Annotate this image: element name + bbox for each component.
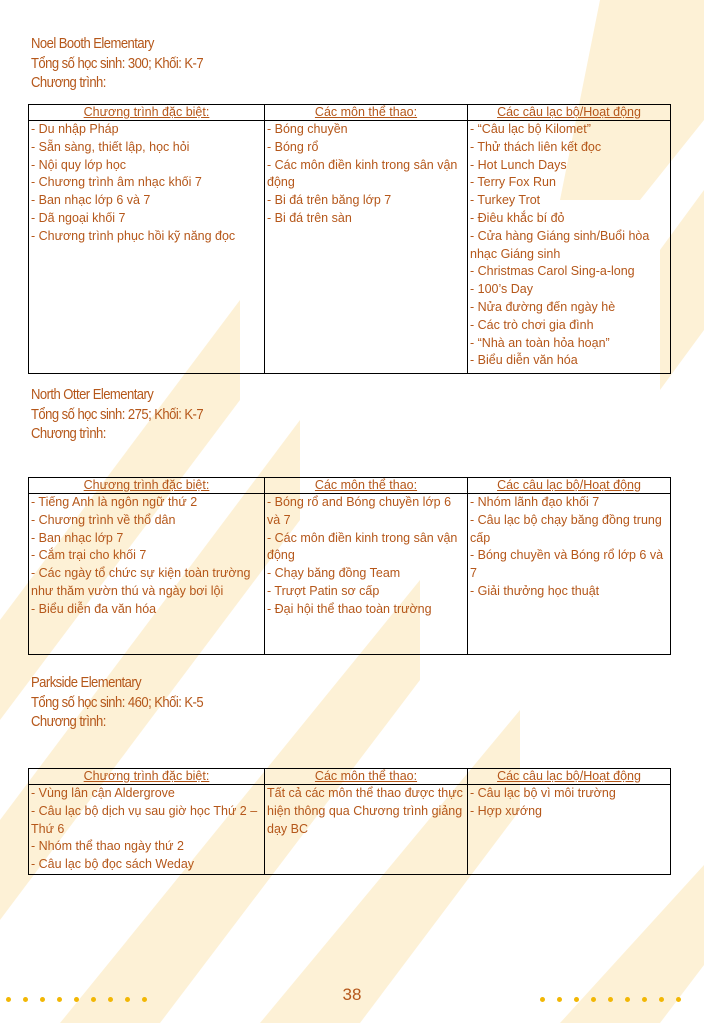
program-label: Chương trình: [31,426,106,442]
school-name: Noel Booth Elementary [31,36,154,52]
list-item: - Sẵn sàng, thiết lập, học hỏi [31,139,190,154]
school-enrollment: Tổng số học sinh: 460; Khối: K-5 [31,694,204,711]
list-item: - Biểu diễn đa văn hóa [31,601,157,616]
clubs-cell [468,785,671,875]
list-item: - Christmas Carol Sing-a-long [470,264,635,279]
list-item: - Chương trình về thổ dân [31,512,176,527]
list-item: - Các môn điền kinh trong sân vận động [267,157,458,190]
program-label: Chương trình: [31,714,106,730]
list-item: - Cửa hàng Giáng sinh/Buổi hòa nhạc Giáng sinh [470,228,650,261]
clubs-cell [468,121,671,374]
school-header-parkside [31,674,222,733]
list-item: - Bóng rổ and Bóng chuyền lớp 6 và 7 [267,495,452,527]
list-item: - Nhóm lãnh đạo khối 7 [470,495,600,509]
header-special-programs: Chương trình đặc biệt: [29,105,265,121]
clubs-cell [468,494,671,655]
header-clubs: Các câu lạc bộ/Hoạt động [468,769,671,785]
list-item: - Thử thách liên kết đọc [470,139,602,154]
header-special-programs: Chương trình đặc biệt: [29,769,265,785]
program-table-north-otter [28,477,671,655]
list-item: - Dã ngoại khối 7 [31,210,126,225]
header-sports: Các môn thể thao: [265,769,468,785]
list-item: - Nhóm thể thao ngày thứ 2 [31,839,184,854]
special-programs-cell [29,494,265,655]
list-item: - Nội quy lớp học [31,157,127,172]
list-item: - Câu lạc bộ chạy băng đồng trung cấp [470,512,662,545]
list-item: - Giải thưởng học thuật [470,583,600,598]
sports-cell [265,121,468,374]
header-sports: Các môn thể thao: [265,478,468,494]
list-item: - “Nhà an toàn hỏa hoạn” [470,335,610,350]
header-special-programs: Chương trình đặc biệt: [29,478,265,494]
special-programs-cell [29,785,265,875]
list-item: - Các trò chơi gia đình [470,317,594,332]
list-item: - Nửa đường đến ngày hè [470,299,616,314]
list-item: - Hợp xướng [470,803,543,818]
list-item: - Ban nhạc lớp 7 [31,530,124,545]
list-item: - Cắm trại cho khối 7 [31,548,147,563]
list-item: - Trượt Patin sơ cấp [267,583,380,598]
program-label: Chương trình: [31,75,106,91]
list-item: - Tiếng Anh là ngôn ngữ thứ 2 [31,495,198,509]
page-number: 38 [342,985,362,1004]
list-item: - Terry Fox Run [470,175,556,190]
list-item: - Chương trình phục hồi kỹ năng đọc [31,228,236,243]
school-header-noel-booth [31,35,222,94]
school-name: Parkside Elementary [31,675,142,691]
list-item: - Ban nhạc lớp 6 và 7 [31,193,151,208]
list-item: - Turkey Trot [470,193,541,208]
header-clubs: Các câu lạc bộ/Hoạt động [468,105,671,121]
list-item: - Bi đá trên sàn [267,210,352,225]
special-programs-cell [29,121,265,374]
list-item: - Đại hội thể thao toàn trường [267,601,432,616]
list-item: Tất cả các môn thể thao được thực hiện thông qua Chương trình giảng dạy BC [267,786,463,836]
program-table-parkside [28,768,671,875]
school-header-north-otter [31,386,222,445]
school-enrollment: Tổng số học sinh: 275; Khối: K-7 [31,406,204,423]
list-item: - Biểu diễn văn hóa [470,353,578,368]
header-clubs: Các câu lạc bộ/Hoạt động [468,478,671,494]
list-item: - Các ngày tổ chức sự kiện toàn trường như thăm vườn thú và ngày bơi lội [31,566,251,598]
sports-cell [265,494,468,655]
list-item: - “Câu lạc bộ Kilomet” [470,122,591,136]
header-sports: Các môn thể thao: [265,105,468,121]
list-item: - Hot Lunch Days [470,157,567,172]
list-item: - Điêu khắc bí đỏ [470,210,565,225]
list-item: - Câu lạc bộ đọc sách Weday [31,857,195,872]
list-item: - Các môn điền kinh trong sân vận động [267,530,458,563]
list-item: - Câu lạc bộ dịch vụ sau giờ học Thứ 2 – Thứ 6 [31,803,258,836]
sports-cell [265,785,468,875]
program-table-noel-booth [28,104,671,374]
school-enrollment: Tổng số học sinh: 300; Khối: K-7 [31,55,204,72]
list-item: - Chương trình âm nhạc khối 7 [31,175,202,190]
school-name: North Otter Elementary [31,387,154,403]
list-item: - Vùng lân cận Aldergrove [31,786,175,800]
list-item: - Chạy băng đồng Team [267,566,401,581]
footer-dots-right [540,989,693,999]
list-item: - Bóng rổ [267,139,319,154]
list-item: - Bóng chuyền [267,122,348,136]
list-item: - Bi đá trên băng lớp 7 [267,193,392,208]
list-item: - Câu lạc bộ vì môi trường [470,786,616,800]
list-item: - 100’s Day [470,282,533,297]
list-item: - Bóng chuyền và Bóng rổ lớp 6 và 7 [470,548,664,581]
list-item: - Du nhập Pháp [31,122,119,136]
